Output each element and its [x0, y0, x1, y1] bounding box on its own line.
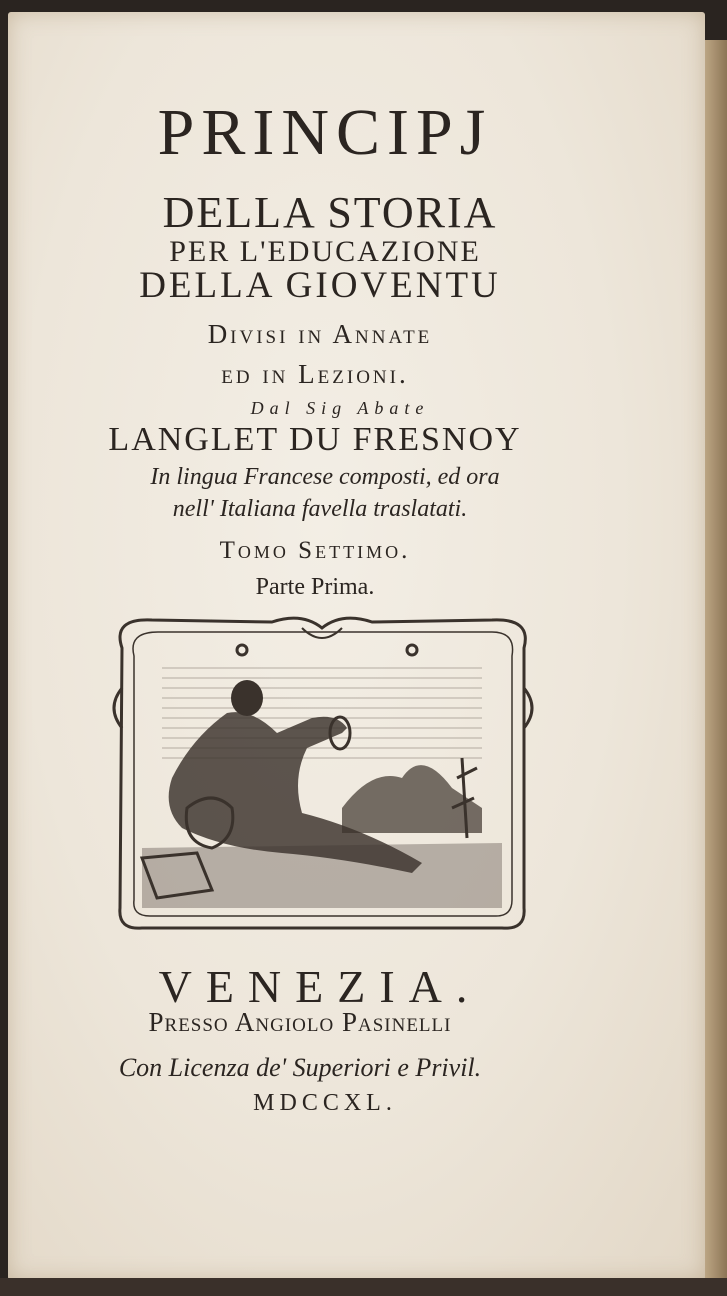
subtitle-line-1: Divisi in Annate: [207, 319, 433, 349]
title-line-1: PRINCIPJ: [157, 96, 493, 169]
translation-line-1: In lingua Francese composti, ed ora: [150, 464, 500, 490]
imprint-publisher: Presso Angiolo Pasinelli: [148, 1007, 452, 1037]
title-line-4: DELLA GIOVENTU: [139, 265, 501, 306]
page-edge-bottom: [0, 1278, 727, 1296]
imprint-license: Con Licenza de' Superiori e Privil.: [118, 1053, 482, 1082]
imprint-city: VENEZIA.: [158, 961, 482, 1012]
translation-line-2: nell' Italiana favella traslatati.: [172, 496, 468, 522]
part-label: Parte Prima.: [255, 574, 375, 600]
subtitle-line-2: ed in Lezioni.: [221, 359, 409, 389]
volume-label: Tomo Settimo.: [219, 537, 411, 564]
author-prefix: Dal Sig Abate: [250, 398, 430, 418]
title-line-3: PER L'EDUCAZIONE: [169, 235, 481, 268]
engraving-illustration: [102, 608, 542, 940]
imprint-year: MDCCXL.: [253, 1090, 397, 1116]
title-line-2: DELLA STORIA: [162, 188, 498, 237]
author-name: LANGLET DU FRESNOY: [108, 421, 522, 458]
